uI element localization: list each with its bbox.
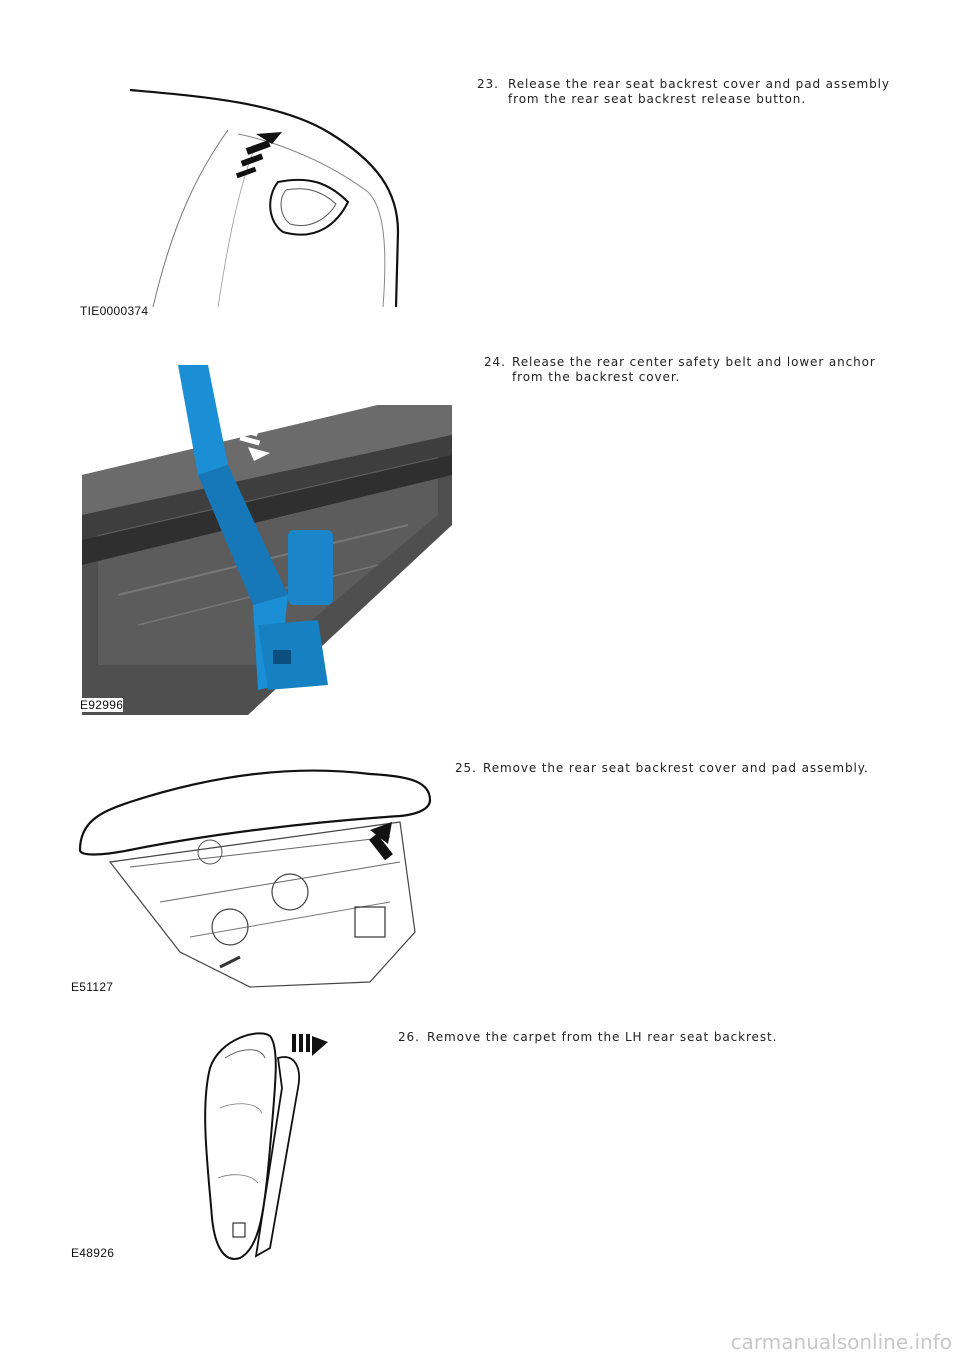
step-instruction: Remove the rear seat backrest cover and pad assembly. (483, 761, 869, 775)
figure-cover-removal (70, 752, 440, 997)
backrest-release-illustration (78, 82, 408, 320)
figure-label: E48926 (71, 1246, 115, 1260)
arrow-right-icon (292, 1034, 328, 1056)
carpet-removal-illustration (70, 1028, 390, 1273)
backrest-belt-illustration (78, 365, 452, 717)
arrow-up-left-icon (369, 822, 393, 860)
figure-release-button (78, 82, 408, 320)
step-instruction: Release the rear seat backrest cover and pad assembly from the rear seat backrest release button. (508, 77, 890, 106)
step-number: 24. (484, 355, 506, 369)
figure-label: E92996 (80, 698, 124, 712)
watermark[interactable]: carmanualsonline.info (730, 1330, 952, 1354)
step-instruction: Release the rear center safety belt and lower anchor from the backrest cover. (512, 355, 876, 384)
step-number: 26. (398, 1030, 420, 1044)
step-number: 25. (455, 761, 477, 775)
figure-label: TIE0000374 (80, 304, 149, 318)
step-instruction: Remove the carpet from the LH rear seat backrest. (427, 1030, 778, 1044)
figure-label: E51127 (71, 980, 114, 994)
cover-removal-illustration (70, 752, 440, 997)
figure-carpet-removal (70, 1028, 390, 1273)
step-number: 23. (477, 77, 499, 91)
figure-safety-belt (78, 365, 452, 717)
